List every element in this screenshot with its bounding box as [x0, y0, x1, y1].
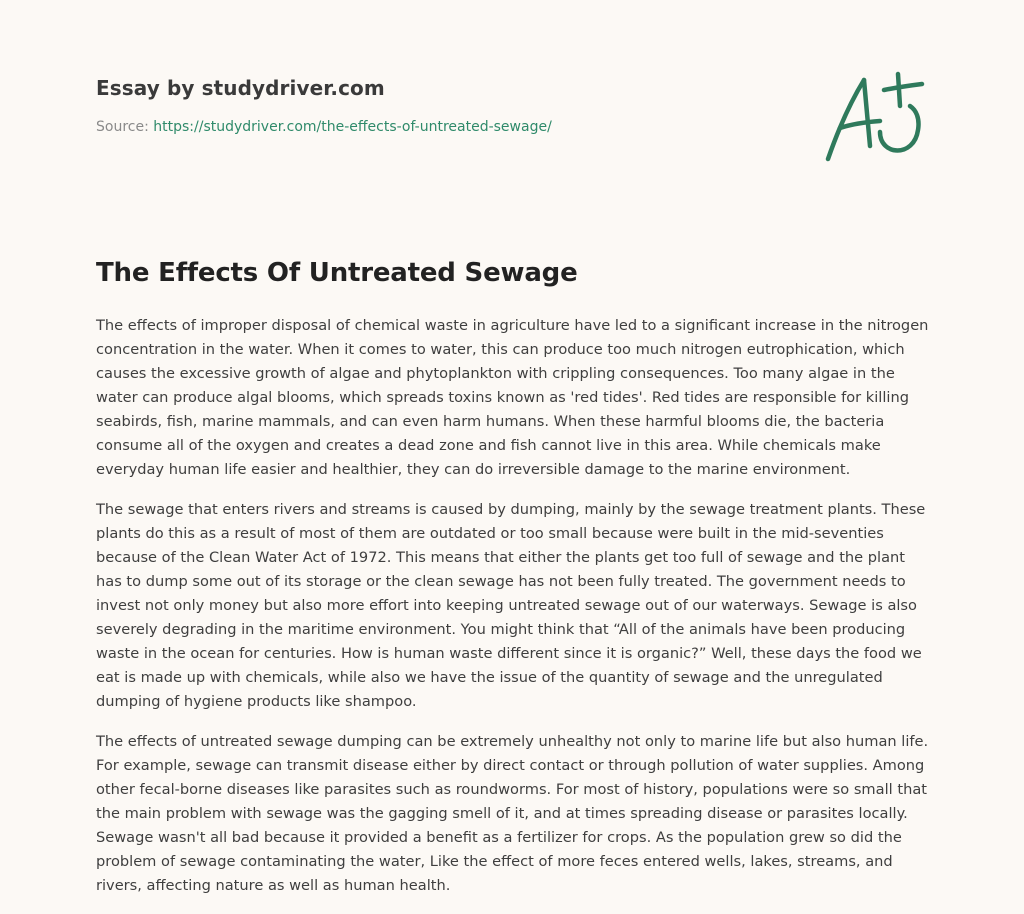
source-line — [96, 119, 552, 135]
a-plus-logo-icon — [818, 66, 930, 166]
article-paragraph: The effects of untreated sewage dumping can be extremely unhealthy not only to marine life but also human life. For example, sewage can transmit disease either by direct contact or through pollution of water supplies. Among other fecal-borne diseases like parasites such as roundworms. For most of history, populations were so small that the main problem with sewage was the gagging smell of it, and at times spreading disease or parasites locally. Sewage wasn't all bad because it provided a benefit as a fertilizer for crops. As the population grew so did the problem of sewage contaminating the water, Like the effect of more feces entered wells, lakes, streams, and rivers, affecting nature as well as human health. — [96, 733, 929, 894]
site-brand: Essay by studydriver.com — [96, 76, 385, 100]
source-link[interactable]: https://studydriver.com/the-effects-of-untreated-sewage/ — [153, 119, 552, 135]
article-paragraph: The effects of improper disposal of chemical waste in agriculture have led to a significant increase in the nitrogen concentration in the water. When it comes to water, this can produce too much nitrogen eutrophication, which causes the excessive growth of algae and phytoplankton with crippling consequences. Too many algae in the water can produce algal blooms, which spreads toxins known as 'red tides'. Red tides are responsible for killing seabirds, fish, marine mammals, and can even harm humans. When these harmful blooms die, the bacteria consume all of the oxygen and creates a dead zone and fish cannot live in this area. While chemicals make everyday human life easier and healthier, they can do irreversible damage to the marine environment. — [96, 317, 929, 478]
source-label: Source: — [96, 119, 154, 135]
article-body — [96, 314, 932, 914]
essay-header — [96, 76, 552, 135]
article-title: The Effects Of Untreated Sewage — [96, 258, 578, 288]
article-paragraph: The sewage that enters rivers and streams is caused by dumping, mainly by the sewage treatment plants. These plants do this as a result of most of them are outdated or too small because were built in the mid-seventies because of the Clean Water Act of 1972. This means that either the plants get too full of sewage and the plant has to dump some out of its storage or the clean sewage has not been fully treated. The government needs to invest not only money but also more effort into keeping untreated sewage out of our waterways. Sewage is also severely degrading in the maritime environment. You might think that “All of the animals have been producing waste in the ocean for centuries. How is human waste different since it is organic?” Well, these days the food we eat is made up with chemicals, while also we have the issue of the quantity of sewage and the unregulated dumping of hygiene products like shampoo. — [96, 501, 926, 710]
